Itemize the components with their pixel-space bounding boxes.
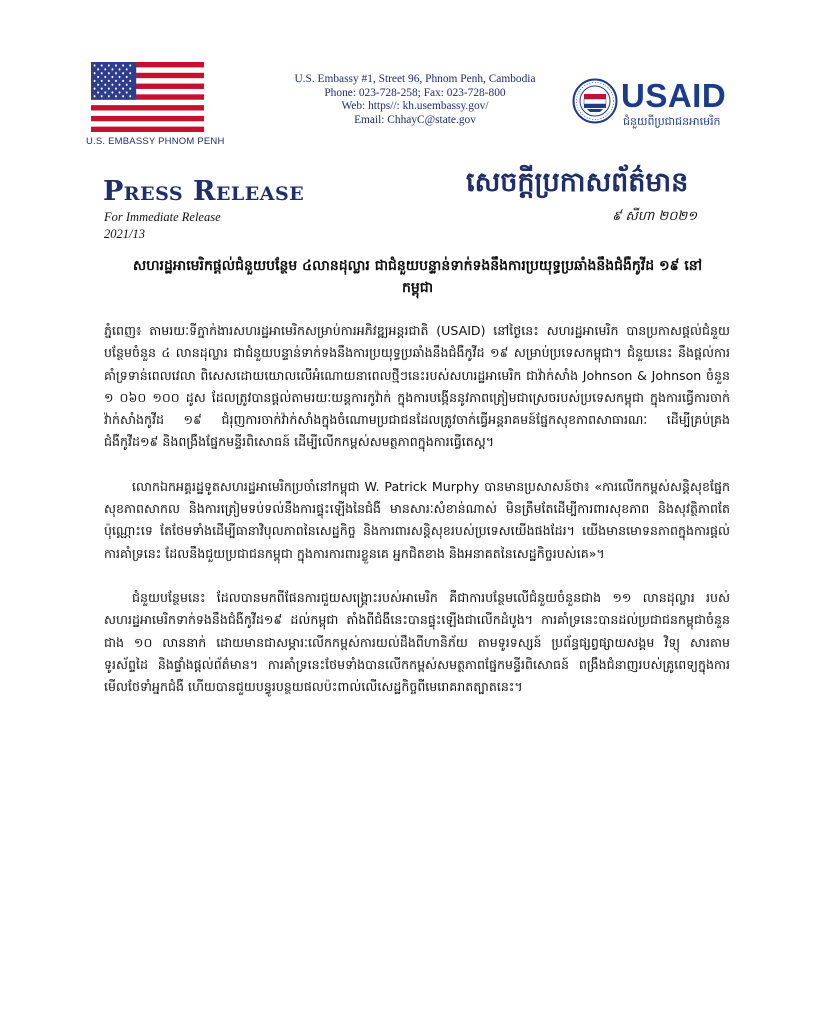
release-number: 2021/13	[104, 227, 145, 241]
paragraph: ភ្នំពេញ៖ តាមរយៈទីភ្នាក់ងារសហរដ្ឋអាមេរិកសម្រាប់ការអភិវឌ្ឍអន្តរជាតិ (USAID) នៅថ្ងៃនេះ សហរដ្ឋអាមេរិក បានប្រកាសផ្តល់ជំនួយបន្ថែមចំនួន ៤ លានដុល្លារ ជាជំនួយបន្ទាន់ទាក់ទងនឹងការប្រយុទ្ធប្រឆាំងនឹងជំងឺកូវីដ ១៩ សម្រាប់ប្រទេសកម្ពុជា។ ជំនួយនេះ នឹងផ្តល់ការគាំទ្រទាន់ពេលវេលា ពិសេសដោយយោលលើអំណោយនាពេលថ្មីៗនេះរបស់សហរដ្ឋអាមេរិក ជាវ៉ាក់សាំង Johnson & Johnson ចំនួន ១ ០៦០ ១០០ ដូស ដែលត្រូវបានផ្តល់តាមរយៈយន្តការកូវ៉ាក់ ក្នុងការបង្កើននូវភាពត្រៀមជាស្រេចរបស់ប្រទេសកម្ពុជា ក្នុងការធ្វើការចាក់វ៉ាក់សាំងកូវីដ ១៩ ជំរុញការចាក់វ៉ាក់សាំងក្នុងចំណោមប្រជាជនដែលត្រូវចាក់ធ្វើអន្តរាគមន៍ផ្នែកសុខភាពសាធារណៈ ដើម្បីគ្រប់គ្រងជំងឺកូវីដ១៩ និងពង្រឹងផ្នែកមន្ទីរពិសោធន៍ ដើម្បីលើកកម្ពស់សមត្ថភាពក្នុងការធ្វើតេស្ត។	[104, 323, 730, 450]
usaid-subtitle: ជំនួយពីប្រជាជនអាមេរិក	[623, 115, 721, 128]
contact-block	[270, 73, 560, 127]
khmer-press-release-title: សេចក្តីប្រកាសព័ត៌មាន	[466, 167, 689, 198]
paragraph: លោកឯកអគ្គរដ្ឋទូតសហរដ្ឋអាមេរិកប្រចាំនៅកម្ពុជា W. Patrick Murphy បានមានប្រសាសន៍ថា៖ «ការលើកកម្ពស់សន្តិសុខផ្នែកសុខភាពសាកល និងការត្រៀមទប់ទល់នឹងការផ្ទុះឡើងនៃជំងឺ មានសារៈសំខាន់ណាស់ មិនត្រឹមតែដើម្បីការពារសុខភាព និងសុវត្ថិភាពតែប៉ុណ្ណោះទេ តែថែមទាំងដើម្បីធានាវិបុលភាពនៃសេដ្ឋកិច្ច និងការពារសន្តិសុខរបស់ប្រទេសយើងផងដែរ។ យើងមានមោទនភាពក្នុងការផ្តល់ការគាំទ្រនេះ ដែលនឹងជួយប្រជាជនកម្ពុជា ក្នុងការការពារខ្លួនគេ អ្នកជិតខាង និងអនាគតនៃសេដ្ឋកិច្ចរបស់គេ»។	[104, 478, 730, 561]
us-flag-logo	[91, 62, 204, 132]
paragraph: ជំនួយបន្ថែមនេះ ដែលបានមកពីផែនការជួយសង្គ្រោះរបស់អាមេរិក គឺជាការបន្ថែមលើជំនួយចំនួនជាង ១១ លានដុល្លារ របស់សហរដ្ឋអាមេរិកទាក់ទងនឹងជំងឺកូវីដ១៩ ដល់កម្ពុជា តាំងពីជំងឺនេះបានផ្ទុះឡើងជាលើកដំបូង។ ការគាំទ្រនេះបានដល់ប្រជាជនកម្ពុជាចំនួនជាង ១០ លាននាក់ ដោយមានជាសម្ភារៈលើកកម្ពស់ការយល់ដឹងពីហានិភ័យ តាមទូរទស្សន៍ ប្រព័ន្ធផ្សព្វផ្សាយសង្គម វិទ្យុ សារតាមទូរស័ព្ទដៃ និងផ្ទាំងផ្តល់ព័ត៌មាន។ ការគាំទ្រនេះថែមទាំងបានលើកកម្ពស់សមត្ថភាពផ្នែកមន្ទីរពិសោធន៍ ពង្រឹងជំនាញរបស់គ្រូពេទ្យក្នុងការមើលថែទាំអ្នកជំងឺ ហើយបានជួយបន្ធូរបន្ថយផលប៉ះពាល់លើសេដ្ឋកិច្ចពីមេរោគរាតត្បាតនេះ។	[104, 589, 730, 695]
phone-line: Phone: 023-728-258; Fax: 023-728-800	[324, 86, 506, 99]
flag-caption: U.S. EMBASSY PHNOM PENH	[86, 136, 225, 147]
web-line: Web: https//: kh.usembassy.gov/	[341, 100, 489, 113]
release-note: For Immediate Release	[104, 210, 221, 224]
usaid-seal-icon	[572, 78, 618, 124]
press-release-title: Press Release	[103, 176, 305, 207]
email-line: Email: ChhayC@state.gov	[354, 113, 476, 126]
release-date: ៩ សីហា ២០២១	[612, 209, 698, 224]
article-body	[104, 320, 730, 720]
address-line: U.S. Embassy #1, Street 96, Phnom Penh, Cambodia	[294, 73, 536, 85]
headline: សហរដ្ឋអាមេរិកផ្តល់ជំនួយបន្ថែម ៤លានដុល្លារ ជាជំនួយបន្ទាន់ទាក់ទងនឹងការប្រយុទ្ធប្រឆាំងនឹងជំងឺកូវីដ ១៩ នៅកម្ពុជា	[132, 258, 703, 296]
usaid-logo-text: USAID	[621, 77, 727, 114]
release-meta	[104, 209, 221, 243]
